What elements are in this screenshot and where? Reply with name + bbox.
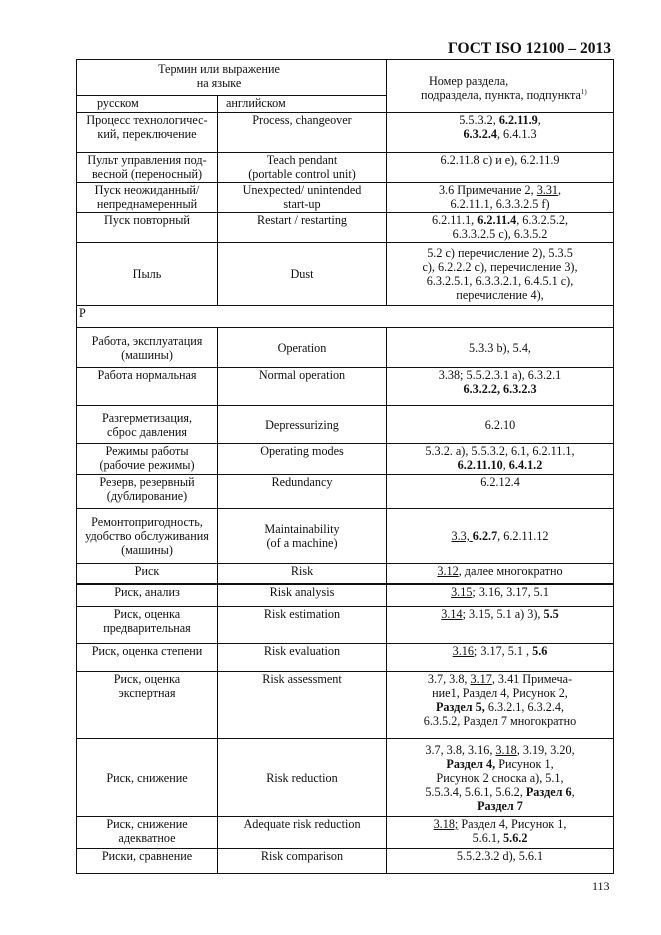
table-row	[77, 368, 614, 406]
section-reference	[387, 368, 614, 406]
footnote-mark: 1)	[580, 87, 587, 96]
table-row	[77, 739, 614, 817]
table-row	[77, 584, 614, 607]
reference-text: 5.5.2.3.2 d), 5.6.1	[456, 849, 544, 863]
reference-text: ,	[571, 784, 575, 799]
col-header-english: английском	[218, 96, 387, 113]
section-letter: Р	[77, 306, 614, 328]
reference-text: 5.5.3.2,	[459, 113, 499, 127]
term-russian: Режимы работы (рабочие режимы)	[77, 444, 218, 475]
table-row	[77, 213, 614, 243]
reference-main-bold: Раздел 7	[477, 798, 523, 813]
term-russian: Риски, сравнение	[77, 849, 218, 874]
reference-text: Раздел 4, Рисунок 1, 5.6.1,	[461, 817, 567, 845]
reference-text: 6.2.11.1,	[432, 213, 478, 227]
term-english: Unexpected/ unintended start-up	[218, 183, 387, 213]
section-reference	[387, 607, 614, 644]
term-russian: Пульт управления под- весной (переносный)	[77, 153, 218, 183]
reference-main-bold: 6.2.11.10	[457, 458, 503, 472]
reference-main-bold: 6.2.11.9	[498, 113, 538, 127]
reference-text: 3.7, 3.8, 3.16,	[425, 742, 496, 757]
terms-index-table	[76, 59, 614, 874]
term-russian: Риск, снижение адекватное	[77, 817, 218, 849]
reference-definition-link: 3.16	[452, 644, 474, 658]
reference-text: 6.3.2.1, 6.3.2.4, 6.3.5.2, Раздел 7 многократно	[423, 700, 577, 728]
section-reference	[387, 584, 614, 607]
term-russian: Процесс технологичес- кий, переключение	[77, 113, 218, 153]
term-russian: Работа нормальная	[77, 368, 218, 406]
reference-text: ; 3.15, 5.1 a) 3),	[462, 607, 544, 621]
section-reference	[387, 475, 614, 509]
reference-text: 5.3.3 b), 5.4,	[469, 340, 531, 355]
term-english: Teach pendant (portable control unit)	[218, 153, 387, 183]
term-english: Depressurizing	[218, 406, 387, 444]
document-header-title: ГОСТ ISO 12100 – 2013	[448, 40, 611, 57]
reference-main-bold: 6.3.2.2, 6.3.2.3	[463, 382, 537, 396]
term-english: Process, changeover	[218, 113, 387, 153]
reference-text: , далее многократно	[458, 564, 563, 578]
reference-main-bold: Раздел 5,	[435, 700, 485, 714]
section-reference	[387, 243, 614, 306]
term-english: Risk	[218, 564, 387, 584]
term-russian: Риск	[77, 564, 218, 584]
reference-text: , 6.4.1.3	[496, 127, 537, 141]
reference-text: ; 3.17, 5.1 ,	[473, 644, 533, 658]
term-english: Dust	[218, 243, 387, 306]
table-row	[77, 475, 614, 509]
reference-text: , 6.2.11.1, 6.3.3.2.5 f)	[450, 183, 562, 211]
number-header-cell	[387, 60, 614, 113]
reference-text: , 6.2.11.12	[497, 529, 549, 543]
col-header-russian: русском	[77, 96, 218, 113]
reference-definition-link: 3.18;	[433, 817, 459, 831]
reference-definition-link: 3.12	[437, 564, 459, 578]
term-english: Restart / restarting	[218, 213, 387, 243]
reference-text: 3.38; 5.5.2.3.1 a), 6.3.2.1	[438, 368, 562, 382]
term-english: Risk assessment	[218, 672, 387, 739]
table-row	[77, 243, 614, 306]
term-english: Risk evaluation	[218, 644, 387, 672]
reference-definition-link: 3.14	[441, 607, 463, 621]
reference-text: 6.2.10	[484, 417, 516, 432]
term-english: Risk reduction	[218, 739, 387, 817]
table-row	[77, 817, 614, 849]
number-header-line-2: подраздела, пункта, подпункта	[421, 88, 581, 102]
table-row	[77, 328, 614, 368]
reference-definition-link: 3.15	[451, 584, 473, 599]
term-english: Risk estimation	[218, 607, 387, 644]
table-row	[77, 113, 614, 153]
reference-text: , 3.19, 3.20,	[516, 742, 575, 757]
term-english: Risk comparison	[218, 849, 387, 874]
reference-main-bold: Раздел 4,	[446, 756, 496, 771]
term-russian: Пуск повторный	[77, 213, 218, 243]
table-row	[77, 153, 614, 183]
table-row	[77, 564, 614, 584]
reference-main-bold: 5.6.2	[503, 831, 528, 845]
page-number: 113	[592, 879, 610, 893]
term-english: Risk analysis	[218, 584, 387, 607]
reference-main-bold: 5.5	[543, 607, 559, 621]
reference-text: ,	[502, 458, 509, 472]
reference-main-bold: Раздел 6	[525, 784, 572, 799]
table-row	[77, 672, 614, 739]
reference-text: , 6.3.2.5.2, 6.3.3.2.5 c), 6.3.5.2	[452, 213, 568, 241]
section-reference	[387, 444, 614, 475]
section-reference	[387, 817, 614, 849]
section-reference	[387, 113, 614, 153]
term-russian: Ремонтопригодность, удобство обслуживания (машины)	[77, 509, 218, 564]
table-row	[77, 644, 614, 672]
reference-text: , 3.41 Примеча- ние1, Раздел 4, Рисунок 2,	[432, 672, 573, 700]
reference-text: ; 3.16, 3.17, 5.1	[472, 584, 549, 599]
term-russian: Риск, оценка экспертная	[77, 672, 218, 739]
section-reference	[387, 213, 614, 243]
reference-main-bold: 5.6	[532, 644, 548, 658]
reference-definition-link: 3.17	[470, 672, 492, 686]
section-reference	[387, 406, 614, 444]
table-row	[77, 406, 614, 444]
number-header-line-1: Номер раздела,	[429, 74, 509, 88]
section-reference	[387, 328, 614, 368]
reference-definition-link: 3.3,	[451, 529, 473, 543]
term-russian: Пыль	[77, 243, 218, 306]
section-reference	[387, 564, 614, 584]
reference-text: 3.6 Примечание 2,	[438, 183, 537, 197]
term-header-line-2: на языке	[196, 76, 242, 90]
section-reference	[387, 672, 614, 739]
table-row	[77, 444, 614, 475]
term-russian: Риск, снижение	[77, 739, 218, 817]
reference-text: ,	[537, 113, 541, 127]
term-english: Operation	[218, 328, 387, 368]
term-english: Maintainability (of a machine)	[218, 509, 387, 564]
reference-definition-link: 3.31	[536, 183, 559, 197]
term-russian: Резерв, резервный (дублирование)	[77, 475, 218, 509]
reference-text: 6.2.11.8 c) и e), 6.2.11.9	[440, 153, 560, 167]
term-russian: Риск, оценка степени	[77, 644, 218, 672]
reference-main-bold: 6.4.1.2	[508, 458, 543, 472]
table-row	[77, 849, 614, 874]
section-reference	[387, 509, 614, 564]
reference-text: Рисунок 1, Рисунок 2 сноска a), 5.1, 5.5.3.4, 5.6.1, 5.6.2,	[425, 756, 564, 799]
table-row	[77, 183, 614, 213]
section-reference	[387, 739, 614, 817]
term-header-line-1: Термин или выражение	[158, 62, 280, 76]
term-russian: Работа, эксплуатация (машины)	[77, 328, 218, 368]
section-reference	[387, 644, 614, 672]
term-russian: Риск, оценка предварительная	[77, 607, 218, 644]
reference-text: 3.7, 3.8,	[427, 672, 471, 686]
section-reference	[387, 183, 614, 213]
reference-main-bold: 6.2.7	[472, 529, 498, 543]
term-russian: Разгерметизация, сброс давления	[77, 406, 218, 444]
table-row	[77, 509, 614, 564]
term-russian: Риск, анализ	[77, 584, 218, 607]
reference-definition-link: 3.18	[495, 742, 517, 757]
reference-main-bold: 6.2.11.4	[477, 213, 517, 227]
section-reference	[387, 153, 614, 183]
reference-text: 5.2 c) перечисление 2), 5.3.5 c), 6.2.2.2 c), перечисление 3), 6.3.2.5.1, 6.3.3.2.1, 6.4.5.1 c), перечисление 4),	[422, 246, 578, 302]
term-header-cell	[77, 60, 387, 96]
table-row	[77, 607, 614, 644]
term-english: Adequate risk reduction	[218, 817, 387, 849]
reference-text: 5.3.2. a), 5.5.3.2, 6.1, 6.2.11.1,	[425, 444, 575, 458]
reference-main-bold: 6.3.2.4	[463, 127, 497, 141]
section-reference	[387, 849, 614, 874]
term-russian: Пуск неожиданный/ непреднамеренный	[77, 183, 218, 213]
term-header-label	[119, 62, 319, 90]
section-row-letter	[77, 306, 614, 328]
term-english: Operating modes	[218, 444, 387, 475]
term-english: Redundancy	[218, 475, 387, 509]
reference-text: 6.2.12.4	[480, 475, 520, 489]
term-english: Normal operation	[218, 368, 387, 406]
